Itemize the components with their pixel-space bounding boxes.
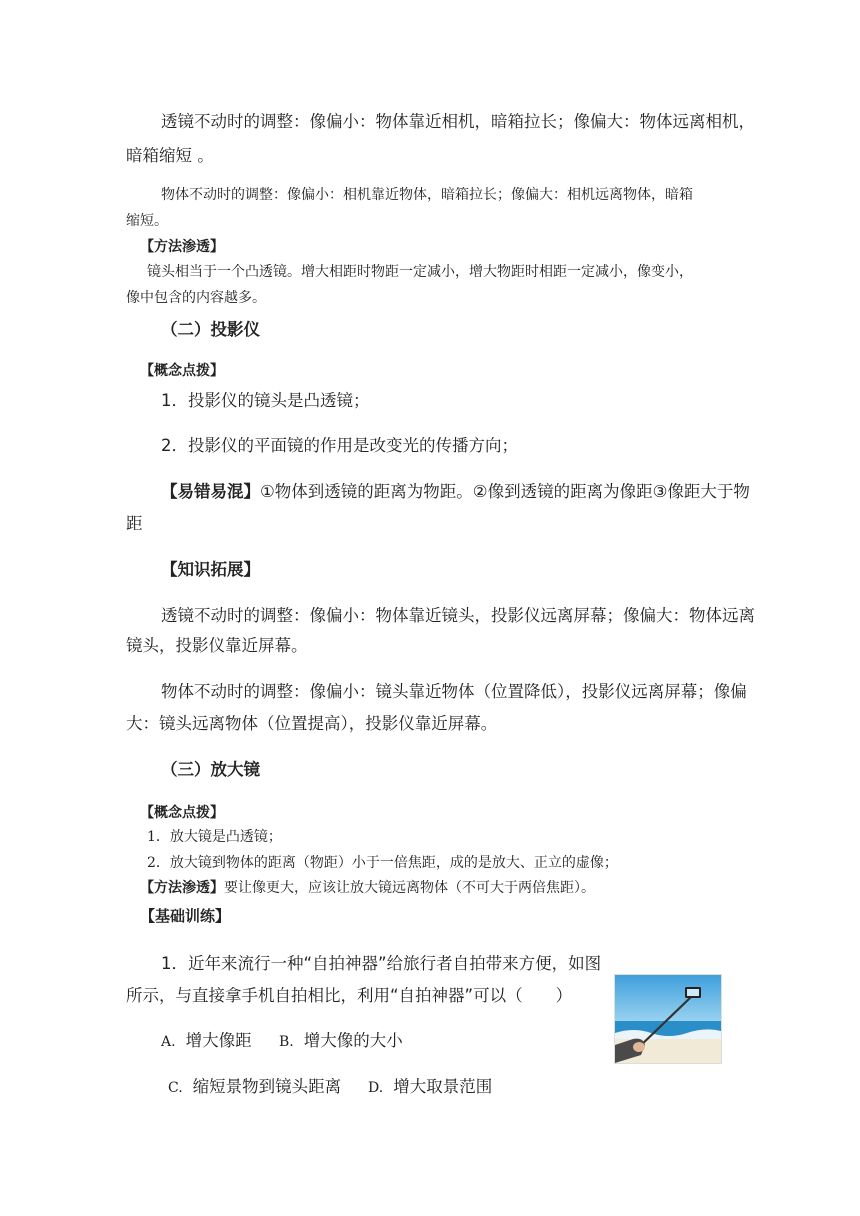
- section-heading: 【概念点拨】: [140, 805, 224, 821]
- section-heading: 【知识拓展】: [161, 560, 260, 579]
- list-item: 1．放大镜是凸透镜；: [147, 829, 282, 845]
- text-line: 镜头，投影仪靠近屏幕。: [126, 636, 308, 655]
- section-heading: 【易错易混】: [161, 482, 260, 501]
- list-item: 1．投影仪的镜头是凸透镜；: [161, 391, 370, 410]
- option-b: [279, 1027, 403, 1051]
- option-d: [368, 1073, 492, 1097]
- text-line: 要让像更大，应该让放大镜远离物体（不可大于两倍焦距）。: [224, 880, 595, 896]
- question-text: 所示，与直接拿手机自拍相比，利用“自拍神器”可以（ ）: [126, 986, 573, 1005]
- text-line: [161, 478, 750, 502]
- text-line: 透镜不动时的调整：像偏小：物体靠近相机，暗箱拉长；像偏大：物体远离相机，: [161, 112, 755, 131]
- text-line: 透镜不动时的调整：像偏小：物体靠近镜头，投影仪远离屏幕；像偏大：物体远离: [161, 606, 755, 625]
- section-heading: 【方法渗透】: [140, 880, 224, 896]
- option-c: [168, 1073, 341, 1097]
- text-line: 物体不动时的调整：像偏小：相机靠近物体，暗箱拉长；像偏大：相机远离物体，暗箱: [161, 187, 693, 203]
- text-line: 像中包含的内容越多。: [126, 290, 266, 306]
- selfie-stick-icon: [615, 975, 721, 1063]
- option-letter: A.: [161, 1034, 176, 1050]
- text-line: 物体不动时的调整：像偏小：镜头靠近物体（位置降低），投影仪远离屏幕；像偏: [161, 682, 747, 701]
- text-line: 缩短。: [126, 213, 168, 229]
- option-letter: C.: [168, 1080, 183, 1096]
- list-item: 2．投影仪的平面镜的作用是改变光的传播方向；: [161, 436, 518, 455]
- option-text: 增大像的大小: [303, 1031, 403, 1050]
- option-text: 增大取景范围: [393, 1077, 493, 1096]
- question-text: 1．近年来流行一种“自拍神器”给旅行者自拍带来方便，如图: [161, 954, 602, 973]
- section-heading: 【概念点拨】: [140, 363, 224, 379]
- section-heading: 【方法渗透】: [140, 239, 224, 255]
- option-a: [161, 1027, 252, 1051]
- text-line: 暗箱缩短 。: [126, 146, 214, 165]
- text-line: 距: [126, 514, 143, 533]
- section-heading: 【基础训练】: [140, 907, 231, 925]
- text-line: 镜头相当于一个凸透镜。增大相距时物距一定减小，增大物距时相距一定减小，像变小，: [147, 264, 693, 280]
- option-text: 增大像距: [185, 1031, 252, 1050]
- text-line: 大：镜头远离物体（位置提高），投影仪靠近屏幕。: [126, 714, 498, 733]
- section-title: （二）投影仪: [161, 320, 260, 339]
- selfie-stick-photo: [614, 974, 722, 1064]
- section-title: （三）放大镜: [161, 760, 260, 779]
- option-text: 缩短景物到镜头距离: [192, 1077, 342, 1096]
- text-line: ①物体到透镜的距离为物距。②像到透镜的距离为像距③像距大于物: [260, 482, 750, 501]
- list-item: 2．放大镜到物体的距离（物距）小于一倍焦距，成的是放大、正立的虚像；: [147, 855, 618, 871]
- text-line: [140, 877, 595, 897]
- option-letter: D.: [368, 1080, 384, 1096]
- option-letter: B.: [279, 1034, 294, 1050]
